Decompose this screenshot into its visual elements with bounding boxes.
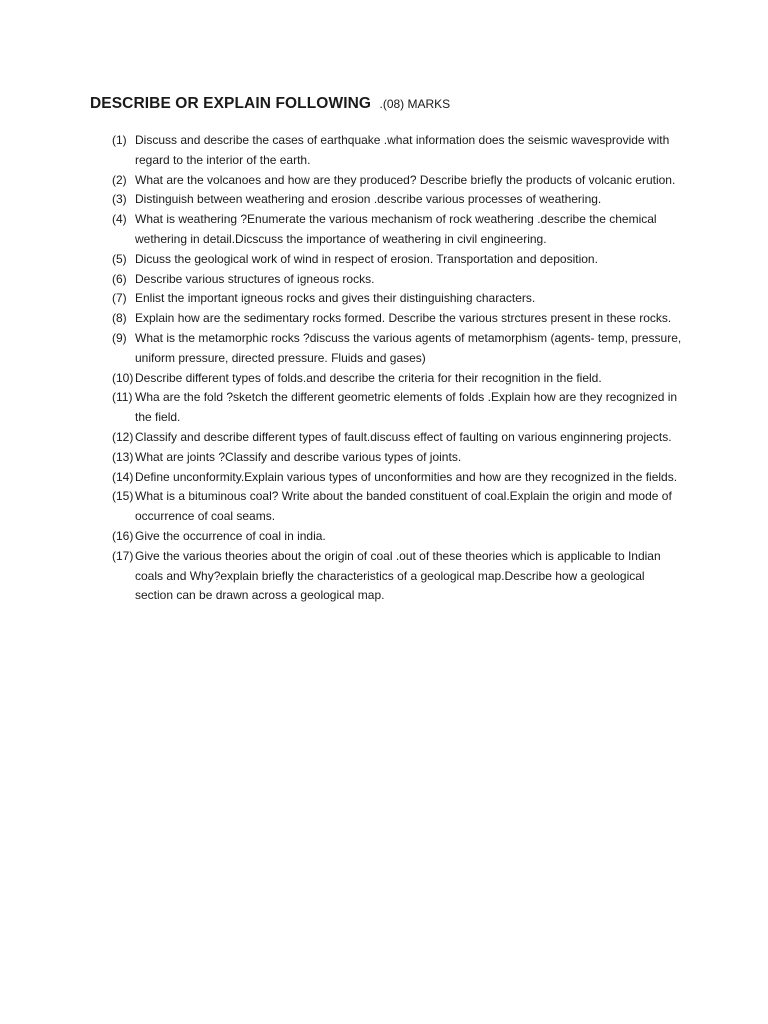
question-text: Wha are the fold ?sketch the different geometric elements of folds .Explain how are they recognized in the field. bbox=[135, 390, 678, 425]
question-number: (3) bbox=[112, 192, 127, 207]
question-item bbox=[112, 468, 682, 488]
question-item bbox=[112, 547, 682, 606]
heading-marks: .(08) MARKS bbox=[379, 97, 451, 111]
heading-title: DESCRIBE OR EXPLAIN FOLLOWING bbox=[90, 95, 372, 112]
question-text: What are the volcanoes and how are they produced? Describe briefly the products of volcanic erution. bbox=[135, 172, 676, 187]
question-text: Define unconformity.Explain various types of unconformities and how are they recognized in the fields. bbox=[135, 469, 678, 484]
question-number: (8) bbox=[112, 311, 127, 326]
question-text: Classify and describe different types of fault.discuss effect of faulting on various enginnering projects. bbox=[135, 429, 672, 444]
question-item bbox=[112, 289, 682, 309]
question-item bbox=[112, 131, 682, 171]
question-item bbox=[112, 527, 682, 547]
question-item bbox=[112, 210, 682, 250]
question-text: Describe different types of folds.and describe the criteria for their recognition in the field. bbox=[135, 370, 602, 385]
question-text: What are joints ?Classify and describe various types of joints. bbox=[135, 449, 462, 464]
question-number: (9) bbox=[112, 330, 127, 345]
question-item bbox=[112, 171, 682, 191]
question-text: Dicuss the geological work of wind in respect of erosion. Transportation and deposition. bbox=[135, 251, 598, 266]
question-item bbox=[112, 309, 682, 329]
question-number: (15) bbox=[112, 489, 134, 504]
question-number: (2) bbox=[112, 172, 127, 187]
question-text: Give the occurrence of coal in india. bbox=[135, 528, 326, 543]
question-number: (4) bbox=[112, 212, 127, 227]
question-number: (10) bbox=[112, 370, 134, 385]
question-text: Give the various theories about the origin of coal .out of these theories which is applicable to Indian coals and Why?explain briefly the characteristics of a geological map.Describe how a geological section can be drawn across a geological map. bbox=[135, 548, 661, 603]
question-number: (16) bbox=[112, 528, 134, 543]
question-list bbox=[112, 131, 682, 606]
question-item bbox=[112, 428, 682, 448]
question-number: (11) bbox=[112, 390, 133, 405]
question-number: (12) bbox=[112, 429, 134, 444]
question-item bbox=[112, 250, 682, 270]
question-number: (1) bbox=[112, 133, 127, 147]
question-item bbox=[112, 270, 682, 290]
question-number: (13) bbox=[112, 449, 134, 464]
question-item bbox=[112, 388, 682, 428]
question-item bbox=[112, 448, 682, 468]
question-item bbox=[112, 190, 682, 210]
question-text: Distinguish between weathering and erosion .describe various processes of weathering. bbox=[135, 192, 602, 207]
question-text: Discuss and describe the cases of earthquake .what information does the seismic wavesprovide with regard to the interior of the earth. bbox=[135, 133, 670, 167]
question-text: What is the metamorphic rocks ?discuss the various agents of metamorphism (agents- temp, pressure, uniform pressure, directed pressure. Fluids and gases) bbox=[135, 330, 682, 365]
question-item bbox=[112, 369, 682, 389]
question-item bbox=[112, 487, 682, 527]
question-text: Enlist the important igneous rocks and gives their distinguishing characters. bbox=[135, 291, 536, 306]
question-number: (6) bbox=[112, 271, 127, 286]
question-text: Describe various structures of igneous rocks. bbox=[135, 271, 375, 286]
question-text: What is a bituminous coal? Write about the banded constituent of coal.Explain the origin and mode of occurrence of coal seams. bbox=[135, 489, 672, 524]
question-text: Explain how are the sedimentary rocks formed. Describe the various strctures present in these rocks. bbox=[135, 311, 672, 326]
question-number: (7) bbox=[112, 291, 127, 306]
question-number: (14) bbox=[112, 469, 134, 484]
question-item bbox=[112, 329, 682, 369]
question-number: (5) bbox=[112, 251, 127, 266]
page-heading bbox=[90, 95, 450, 113]
question-text: What is weathering ?Enumerate the various mechanism of rock weathering .describe the chemical wethering in detail.Dicscuss the importance of weathering in civil engineering. bbox=[135, 212, 657, 246]
question-number: (17) bbox=[112, 548, 134, 563]
